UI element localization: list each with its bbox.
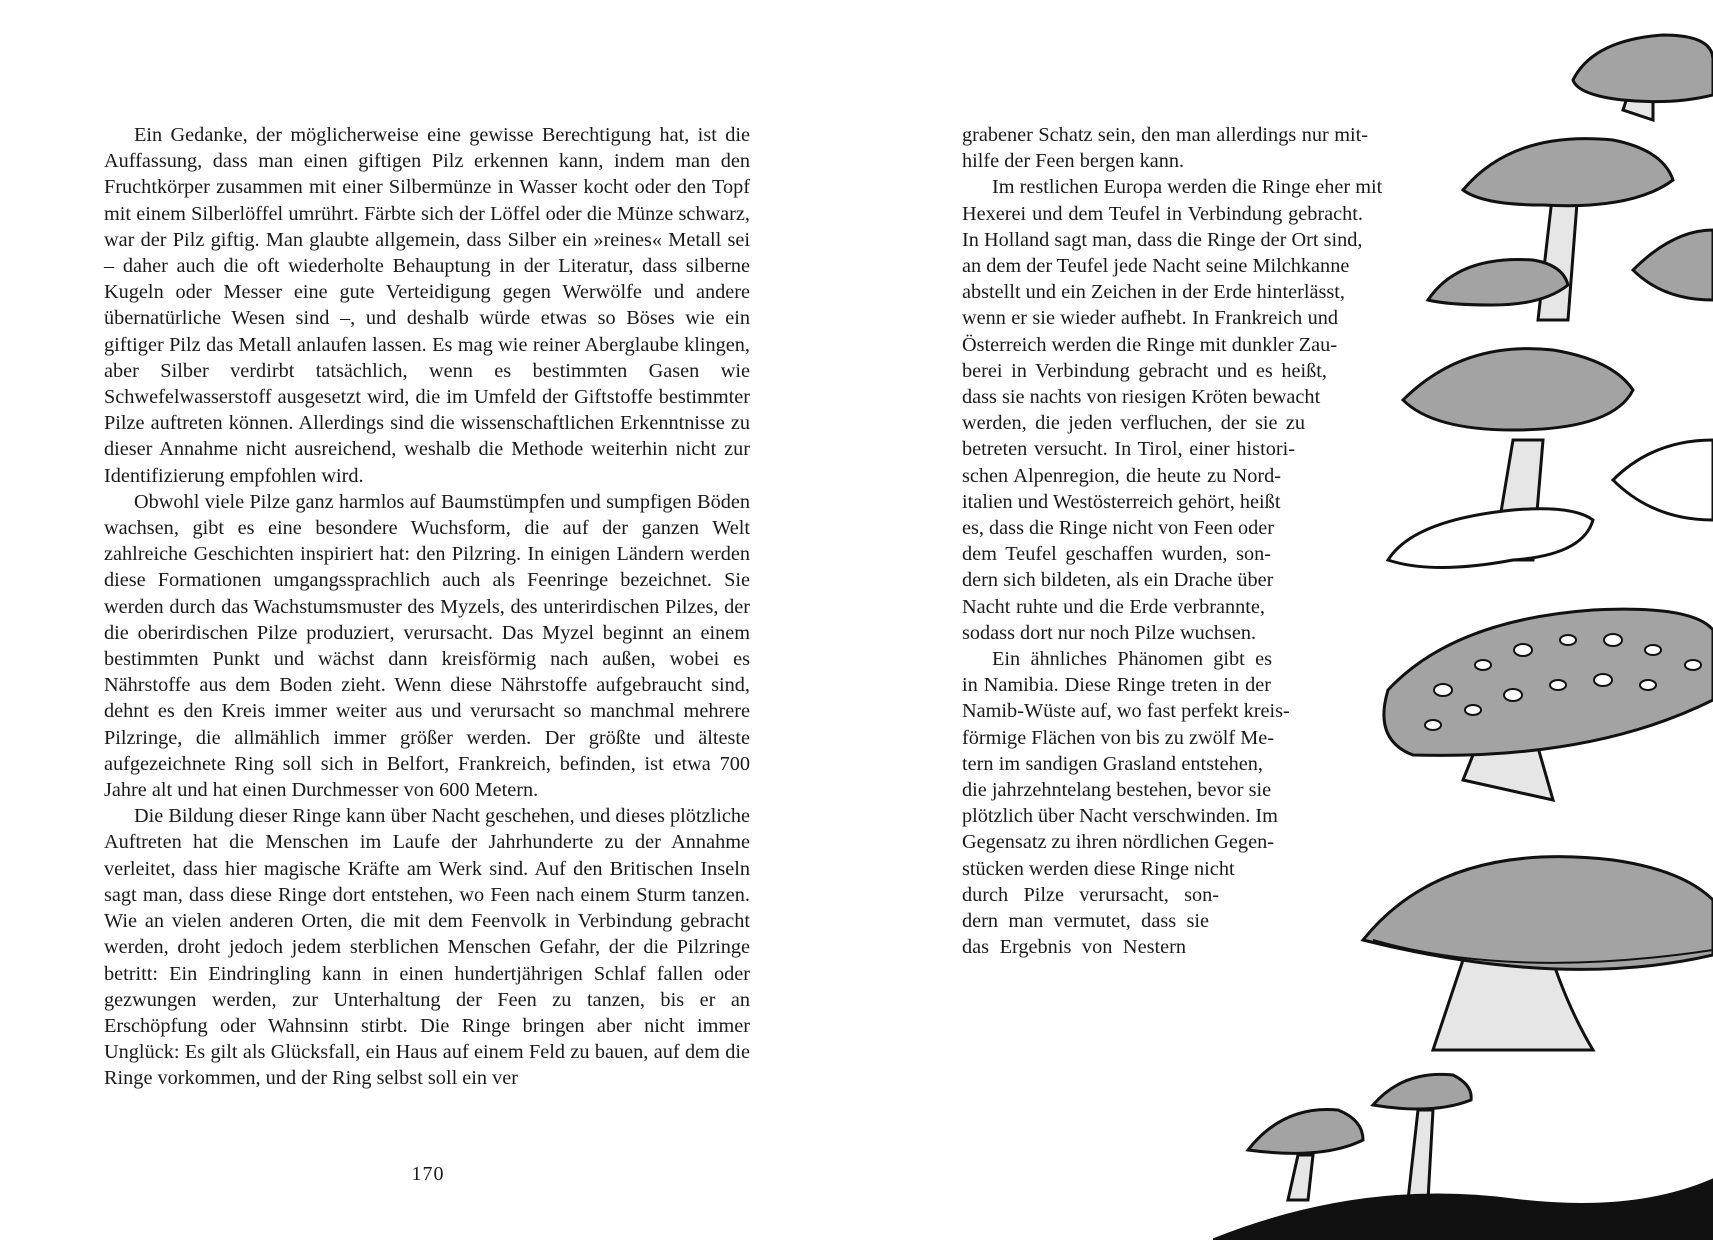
text-line: dern man vermutet, dass sie	[962, 910, 1209, 933]
text-line: tern im sandigen Grasland entstehen,	[962, 752, 1263, 775]
bottom-left-cap	[1248, 1110, 1363, 1154]
text-line: es, dass die Ringe nicht von Feen oder	[962, 517, 1275, 540]
text-line: werden, die jeden verfluchen, der sie zu	[962, 412, 1305, 435]
text-line: schen Alpenregion, die heute zu Nord-	[962, 464, 1281, 487]
upper-cap	[1463, 139, 1673, 206]
text-line: plötzlich über Nacht verschwinden. Im	[962, 805, 1278, 828]
text-line: betreten versucht. In Tirol, einer histori-	[962, 438, 1295, 461]
text-line: Gegensatz zu ihren nördlichen Gegen-	[962, 831, 1274, 854]
text-line: berei in Verbindung gebracht und es heißt,	[962, 359, 1327, 382]
text-line: Ein ähnliches Phänomen gibt es	[992, 648, 1272, 671]
text-line: dem Teufel geschaffen wurden, son-	[962, 543, 1271, 566]
text-line: wenn er sie wieder aufhebt. In Frankreich und	[962, 307, 1338, 330]
upper-stem	[1538, 190, 1578, 320]
small-cap	[1428, 260, 1568, 306]
text-line: sodass dort nur noch Pilze wuchsen.	[962, 621, 1257, 644]
left-text-column	[104, 122, 750, 1092]
large-cap	[1363, 857, 1713, 970]
text-line: italien und Westösterreich gehört, heißt	[962, 490, 1281, 513]
text-line: dass sie nachts von riesigen Kröten bewacht	[962, 386, 1321, 409]
page-number: 170	[411, 1163, 445, 1185]
text-line: das Ergebnis von Nestern	[962, 936, 1186, 959]
paragraph-ring-formation: Die Bildung dieser Ringe kann über Nacht geschehen, und dieses plötzliche Auftreten hat die Menschen im Laufe der Jahrhunderte zu der Annahme verleitet, dass hier magische Kräfte am Werk sind. Auf den Britischen Inseln sagt man, dass diese Ringe dort entstehen, wo Feen nach einem Sturm tanzen. Wie an vielen anderen Orten, die mit dem Feenvolk in Verbindung gebracht werden, droht jedoch jedem sterblichen Menschen Gefahr, der die Pilzringe betritt: Ein Eindringling kann in einen hundertjährigen Schlaf fallen oder gezwungen werden, zur Unterhaltung der Feen zu tanzen, bis er an Erschöpfung oder Wahnsinn stirbt. Die Ringe bringen aber nicht immer Unglück: Es gilt als Glücksfall, ein Haus auf einem Feld zu bauen, auf dem die Ringe vorkommen, und der Ring selbst soll ein ver	[104, 805, 750, 1090]
mid-cap	[1403, 349, 1633, 430]
text-line: abstellt und ein Zeichen in der Erde hinterlässt,	[962, 281, 1345, 304]
left-page	[0, 0, 856, 1240]
text-line: durch Pilze verursacht, son-	[962, 883, 1219, 906]
text-line: in Namibia. Diese Ringe treten in der	[962, 674, 1271, 697]
mushroom-illustration	[1213, 0, 1713, 1240]
text-line: Im restlichen Europa werden die Ringe eher mit	[992, 176, 1383, 199]
text-line: Österreich werden die Ringe mit dunkler Zau-	[962, 333, 1338, 356]
text-line: hilfe der Feen bergen kann.	[962, 150, 1185, 173]
ground	[1213, 1180, 1713, 1240]
text-line: Namib-Wüste auf, wo fast perfekt kreis-	[962, 700, 1290, 723]
text-line: stücken werden diese Ringe nicht	[962, 857, 1235, 880]
paragraph-fairy-rings: Obwohl viele Pilze ganz harmlos auf Baumstümpfen und sumpfigen Böden wachsen, gibt es eine besondere Wuchsform, die auf der ganzen Welt zahlreiche Geschichten inspiriert hat: den Pilzring. In einigen Ländern werden diese Formationen umgangssprachlich auch als Feenringe bezeichnet. Sie werden durch das Wachstumsmuster des Myzels, des unterirdischen Pilzes, der die oberirdischen Pilze produziert, verursacht. Das Myzel beginnt an einem bestimmten Punkt und wächst dann kreisförmig nach außen, wobei es Nährstoffe aus dem Boden zieht. Wenn diese Nährstoffe aufgebraucht sind, dehnt es den Kreis immer weiter aus und verursacht so manchmal mehrere Pilzringe, die allmählich immer größer werden. Der größte und älteste aufgezeichnete Ring soll sich in Belfort, Frankreich, befinden, ist etwa 700 Jahre alt und hat einen Durchmesser von 600 Metern.	[104, 490, 750, 802]
bottom-center-cap	[1373, 1074, 1471, 1109]
text-line: an dem der Teufel jede Nacht seine Milchkanne	[962, 255, 1350, 278]
paragraph-silver-test: Ein Gedanke, der möglicherweise eine gewisse Berechtigung hat, ist die Auffassung, dass man einen giftigen Pilz erkennen kann, indem man den Fruchtkörper zusammen mit einer Silbermünze in Wasser kocht oder den Topf mit einem Silberlöffel umrührt. Färbte sich der Löffel oder die Münze schwarz, war der Pilz giftig. Man glaubte allgemein, dass Silber ein »reines« Metall sei – daher auch die oft wiederholte Behauptung in der Literatur, dass silberne Kugeln oder Messer eine gute Verteidigung gegen Werwölfe und andere übernatürliche Wesen sind –, und deshalb würde etwas so Böses wie ein giftiger Pilz das Metall anlaufen lassen. Es mag wie reiner Aberglaube klingen, aber Silber verdirbt tatsächlich, wenn es bestimmten Gasen wie Schwefelwasserstoff ausgesetzt wird, die im Umfeld der Giftstoffe bestimmter Pilze auftreten können. Allerdings sind die wissenschaftlichen Erkenntnisse zu dieser Annahme nicht ausreichend, weshalb die Methode weiterhin nicht zur Identifizierung empfohlen wird.	[104, 124, 750, 487]
text-line: Nacht ruhte und die Erde verbrannte,	[962, 595, 1265, 618]
top-cap	[1573, 35, 1713, 102]
amanita-cap	[1384, 609, 1713, 755]
white-cap	[1388, 509, 1593, 568]
text-line: Hexerei und dem Teufel in Verbindung gebracht.	[962, 202, 1363, 225]
text-line: die jahrzehntelang bestehen, bevor sie	[962, 779, 1272, 802]
text-line: förmige Flächen von bis zu zwölf Me-	[962, 726, 1275, 749]
text-line: In Holland sagt man, dass die Ringe der Ort sind,	[962, 228, 1363, 251]
text-line: dern sich bildeten, als ein Drache über	[962, 569, 1274, 592]
right-page	[856, 0, 1713, 1240]
text-line: grabener Schatz sein, den man allerdings nur mit-	[962, 124, 1368, 146]
